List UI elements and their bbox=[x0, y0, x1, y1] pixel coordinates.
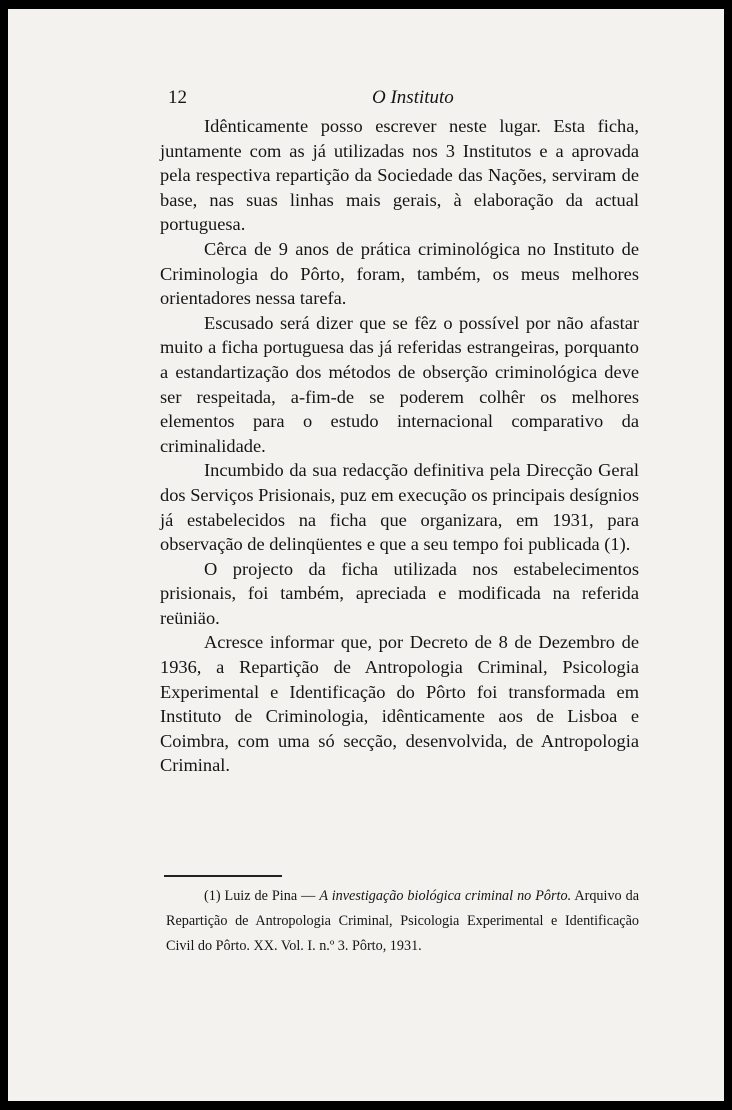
page-number: 12 bbox=[168, 87, 187, 108]
paragraph-2: Cêrca de 9 anos de prática criminológica no Instituto de Criminologia do Pôrto, foram, também, os meus melhores orientadores nessa tarefa. bbox=[160, 238, 639, 309]
paragraph-6: Acresce informar que, por Decreto de 8 de Dezembro de 1936, a Repartição de Antropologia Criminal, Psicologia Experimental e Identificação do Pôrto foi transformada em Instituto de Criminologia, idênticamente aos de Lisboa e Coimbra, com uma só secção, desenvolvida, de Antropologia Criminal. bbox=[160, 632, 639, 776]
footnote-citation: Arquivo da Repartição de Antropologia Criminal, Psicologia Experimental e Identificação Civil do Pôrto. XX. Vol. I. n.º 3. Pôrto, 1931. bbox=[166, 888, 640, 954]
paragraph-1: Idênticamente posso escrever neste lugar. Esta ficha, juntamente com as já utilizadas nos 3 Institutos e a aprovada pela respectiva repartição da Sociedade das Nações, serviram de base, nas suas linhas mais gerais, à elaboração da actual portuguesa. bbox=[160, 116, 639, 235]
footnote-author: Luiz de Pina — bbox=[224, 888, 316, 904]
paragraph-5: O projecto da ficha utilizada nos estabelecimentos prisionais, foi também, apreciada e modificada na referida reüniäo. bbox=[160, 558, 639, 628]
body-text bbox=[160, 114, 639, 778]
running-title: O Instituto bbox=[372, 87, 454, 108]
footnote-title: A investigação biológica criminal no Pôrto. bbox=[319, 888, 572, 904]
footnote-divider bbox=[164, 875, 282, 877]
paragraph-4: Incumbido da sua redacção definitiva pela Direcção Geral dos Serviços Prisionais, puz em execução os principais desígnios já estabelecidos na ficha que organizara, em 1931, para observação de delinqüentes e que a seu tempo foi publicada (1). bbox=[160, 460, 639, 555]
footnote-marker: (1) bbox=[204, 888, 221, 904]
footnote bbox=[166, 884, 639, 959]
paragraph-3: Escusado será dizer que se fêz o possível por não afastar muito a ficha portuguesa das já referidas estrangeiras, porquanto a estandartização dos métodos de obserção criminológica deve ser respeitada, a-fim-de se poderem colhêr os melhores elementos para o estudo internacional comparativo da criminalidade. bbox=[160, 312, 639, 456]
